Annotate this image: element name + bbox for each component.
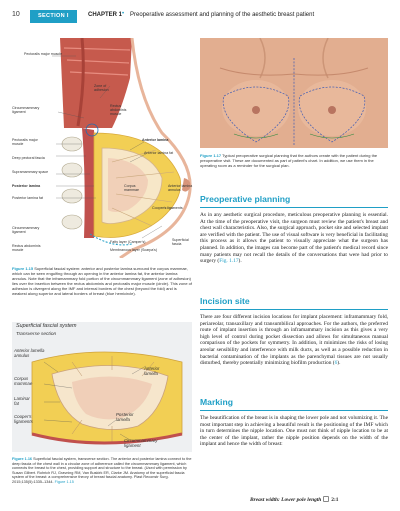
paragraph-incision-site xyxy=(200,314,388,367)
label-rectus-abdominis: Rectus abdominis muscle xyxy=(110,104,127,117)
transverse-section-drawing xyxy=(12,322,192,452)
formula-ratio: 2:1 xyxy=(331,497,339,503)
page-number: 10 xyxy=(12,11,20,18)
figure-1-15-illustration xyxy=(12,38,200,258)
figure-1-16-subtitle: Transverse section xyxy=(16,332,57,337)
label-corpus-mammae-transverse: Corpus mammae xyxy=(14,376,33,386)
label-rectus-abdominis-lower: Rectus abdominis muscle xyxy=(12,244,41,253)
figure-1-16-number: Figure 1.16 xyxy=(12,457,33,461)
marked-breasts-photo xyxy=(200,38,388,148)
label-posterior-lamella: Posterior lamella xyxy=(116,412,134,422)
rule-preoperative-planning xyxy=(200,207,388,208)
rule-incision-site xyxy=(200,309,388,310)
label-circummammary-ligament: Circummammary ligament xyxy=(12,106,40,115)
label-coopers-ligaments-transverse: Cooper's ligaments xyxy=(14,414,33,424)
incision-text: There are four different incision locations for implant placement: inframammary fold, periareolar, transaxillary and transumbilical approaches. For the authors, the preferred route of implant insertion is through an inframammary incision as this gives a very high level of control during pocket dissection and allows for simultaneous manual comparison of the pockets for symmetry. In addition, it minimizes the risks of losing areolar sensibility and interference with milk ducts, as well as a possible reduction in bacterial contamination of the implants as the parenchymal tissues are not usually disturbed, thereby potentially minimizing biofilm production ( xyxy=(200,314,388,367)
label-anterior-lamella: Anterior lamella xyxy=(144,366,160,376)
figure-1-16-caption-link[interactable]: Figure 1.15 xyxy=(54,479,74,484)
figure-1-17-photo xyxy=(200,38,388,148)
planning-figure-link[interactable]: Fig. 1.17 xyxy=(219,258,239,265)
label-laminar-fat: Laminar fat xyxy=(14,396,30,406)
figure-1-17-number: Figure 1.17 xyxy=(200,153,222,158)
label-posterior-lamina-fat: Posterior lamina fat xyxy=(12,196,43,200)
label-posterior-lamina: Posterior lamina xyxy=(12,184,41,188)
chapter-title: Preoperative assessment and planning of the aesthetic breast patient xyxy=(130,12,315,18)
figure-1-17-caption xyxy=(200,153,388,168)
heading-incision-site: Incision site xyxy=(200,296,250,306)
figure-1-17-caption-text: Typical preoperative surgical planning that the authors create with the patient during the preoperative visit. These are documented as part of patient's chart. In addition, we use them in the operating room as a reminder for the surgical plan. xyxy=(200,153,378,168)
section-badge: SECTION I xyxy=(30,10,77,23)
chapter-label: CHAPTER 1 xyxy=(88,12,123,18)
label-membranous-layer: Membranous layer (Scarpa's) xyxy=(110,248,158,252)
formula-label: Breast width: Lower pole length xyxy=(250,497,322,503)
rule-marking xyxy=(200,410,388,411)
label-coopers-ligaments: Cooper's ligaments xyxy=(152,206,183,210)
figure-1-15-caption-text: Superficial fascial system: anterior and posterior lamina surround the corpus mammae, which can be seen engulfing through an opening in the anterior lamina fat, the anterior lamina annulus. Note that the inframammary fold portion of the circummammary ligament (zone of adhesion) lies over the insertion between the rectus abdominis and pectoralis major muscle (circle). This zone of adhesion is divergent along the IMF and internal borders of the chest (beyond the fold) and is weakest along superior and lateral borders of breast (blue hemicircle). xyxy=(12,266,193,296)
label-circummammary-ligament-lower: Circummammary ligament xyxy=(12,226,40,235)
header-separator: • xyxy=(122,11,125,17)
incision-end: ). xyxy=(337,360,341,367)
label-deep-pectoral-fascia: Deep pectoral fascia xyxy=(12,156,45,160)
figure-1-16-title: Superficial fascial system xyxy=(16,323,77,329)
figure-1-15-caption xyxy=(12,266,192,296)
incision-reference-link[interactable]: 6 xyxy=(334,360,338,367)
label-anterior-lamina-fat: Anterior lamina fat xyxy=(144,151,174,155)
figure-1-16-caption xyxy=(12,457,192,485)
paragraph-marking: The beautification of the breast is in shaping the lower pole and not volumizing it. The most important step in achieving a beautiful result is the positioning of the IMF which in turn determines the nipple location. One must not think of nipple location to be at the center of the implant, rather the nipple position depends on the width of the implant and hence the width of breast: xyxy=(200,415,388,448)
label-anterior-lamina: Anterior lamina xyxy=(142,138,169,142)
heading-marking: Marking xyxy=(200,397,233,407)
label-superficial-fascia: Superficial fascia xyxy=(172,238,189,247)
figure-1-16-illustration xyxy=(12,322,192,452)
label-supramammary-space: Supramammary space xyxy=(12,170,49,174)
heading-preoperative-planning: Preoperative planning xyxy=(200,194,291,204)
planning-end: ). xyxy=(238,258,242,265)
running-header xyxy=(0,10,400,24)
label-circummammary-ligament-transverse: Circummammary ligament xyxy=(124,438,158,448)
sagittal-breast-drawing xyxy=(12,38,200,258)
label-anterior-lamella-annulus: Anterior lamella annulus xyxy=(14,348,45,358)
planning-text: As in any aesthetic surgical procedure, meticulous preoperative planning is essential. At the time of the preoperative visit, the surgeon must review the patient's breast and chest wall characteristics. Also, the surgical approach, pocket site and selected implant are verified with the patient. The use of visual software is very beneficial in facilitating this process as it allows the patient to visually appreciate what the surgeon has planned. In addition, the images can become part of the patient's medical record since many patients may not recall the details of the conversations that were had prior to surgery ( xyxy=(200,212,388,265)
label-pectoralis-major-mid: Pectoralis major muscle xyxy=(12,138,38,147)
label-anterior-lamina-annulus: Anterior lamina annulus xyxy=(168,184,193,193)
label-fatty-layer: Fatty layer (Camper's) xyxy=(110,240,146,244)
figure-1-16-caption-text: Superficial fascial system, transverse section. The anterior and posterior lamina connect to the deep fascia of the chest wall in a circular zone of adherence called the circummammary ligament, which connects the breast to the chest, providing support and structure to the breast. (Used with permission by Susan Gilbert. Rohrich RJ, Gravning RM, Van Buskirk ER, Clarke JM. Anatomy of the superficial fascia system of the breast: a comprehensive theory of breast fascial anatomy. Plast Reconstr Surg. 2015;135(5):1335–1344. xyxy=(12,457,192,484)
label-pectoralis-major-top: Pectoralis major muscle xyxy=(24,52,63,56)
label-zone-of-adhesion: Zone of adhesion xyxy=(94,84,109,93)
figure-1-15-number: Figure 1.15 xyxy=(12,266,34,271)
approx-equal-icon xyxy=(323,496,329,502)
breast-width-formula xyxy=(250,496,338,503)
label-corpus-mammae: Corpus mammae xyxy=(124,184,139,193)
paragraph-preoperative-planning xyxy=(200,212,388,265)
